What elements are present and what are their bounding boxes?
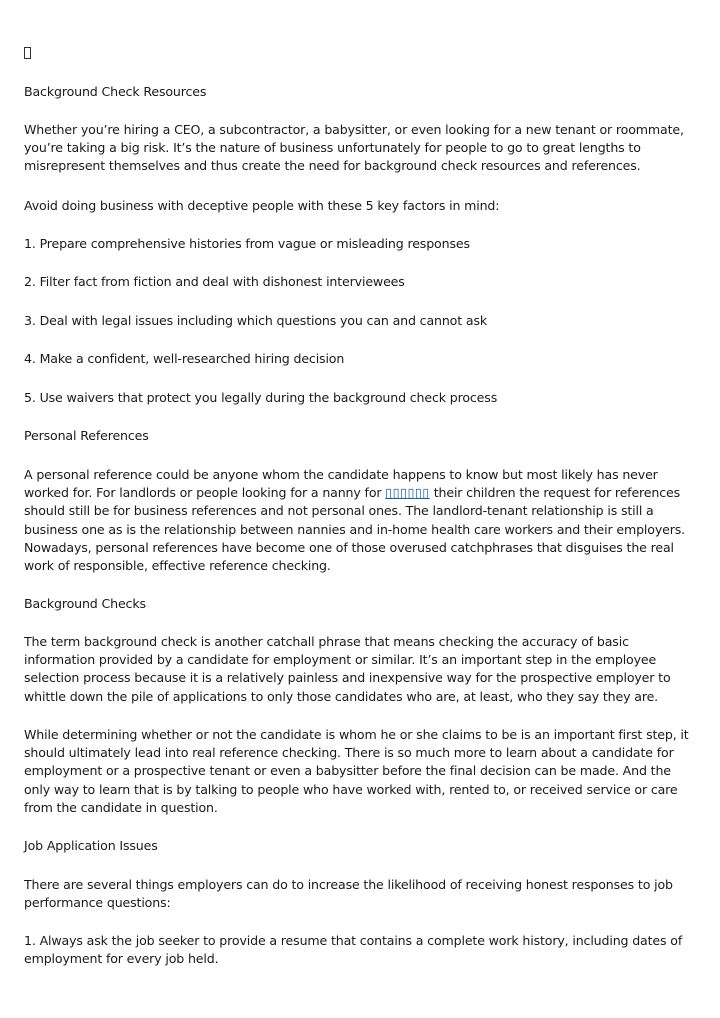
job-application-item-1: 1. Always ask the job seeker to provide a resume that contains a complete work history, including dates of employment for every job held.: [24, 933, 683, 967]
factor-item-2: 2. Filter fact from fiction and deal with dishonest interviewees: [24, 274, 405, 289]
factor-item-3: 3. Deal with legal issues including which questions you can and cannot ask: [24, 313, 487, 328]
personal-references-paragraph: [24, 466, 696, 575]
intro-paragraph: Whether you’re hiring a CEO, a subcontractor, a babysitter, or even looking for a new tenant or roommate, you’re taking a big risk. It’s the nature of business unfortunately for people to go to great lengths to misrepresent themselves and thus create the need for background check resources and references.: [24, 122, 684, 174]
factor-item-5: 5. Use waivers that protect you legally during the background check process: [24, 390, 498, 405]
heading-background-check-resources: Background Check Resources: [24, 84, 207, 99]
inline-link[interactable]: ▯▯▯▯▯▯: [385, 485, 430, 501]
personal-text-start: A personal reference could be anyone whom the candidate happens to know but most likely has never worked for. For landlords or people looking for a nanny for: [24, 467, 658, 501]
missing-glyph-icon: [24, 47, 31, 59]
job-application-paragraph: There are several things employers can do to increase the likelihood of receiving honest responses to job performance questions:: [24, 877, 673, 911]
factor-item-4: 4. Make a confident, well-researched hiring decision: [24, 351, 345, 366]
background-checks-paragraph-1: The term background check is another catchall phrase that means checking the accuracy of basic information provided by a candidate for employment or similar. It’s an important step in the employee selection process because it is a relatively painless and inexpensive way for the prospective employer to whittle down the pile of applications to only those candidates who are, at least, who they say they are.: [24, 634, 671, 704]
personal-text-end: their children the request for references should still be for business references and not personal ones. The landlord-tenant relationship is still a business one as is the relationship between nannies and in-home health care workers and their employers. Nowadays, personal references have become one of those overused catchphrases that disguises the real work of responsible, effective reference checking.: [24, 485, 686, 574]
avoid-paragraph: Avoid doing business with deceptive people with these 5 key factors in mind:: [24, 198, 500, 213]
heading-personal-references: Personal References: [24, 428, 149, 443]
background-checks-paragraph-2: While determining whether or not the candidate is whom he or she claims to be is an important first step, it should ultimately lead into real reference checking. There is so much more to learn about a candidate for employment or a prospective tenant or even a babysitter before the final decision can be made. And the only way to learn that is by talking to people who have worked with, rented to, or received service or care from the candidate in question.: [24, 727, 689, 815]
factor-item-1: 1. Prepare comprehensive histories from vague or misleading responses: [24, 236, 470, 251]
heading-background-checks: Background Checks: [24, 596, 146, 611]
heading-job-application-issues: Job Application Issues: [24, 838, 158, 853]
